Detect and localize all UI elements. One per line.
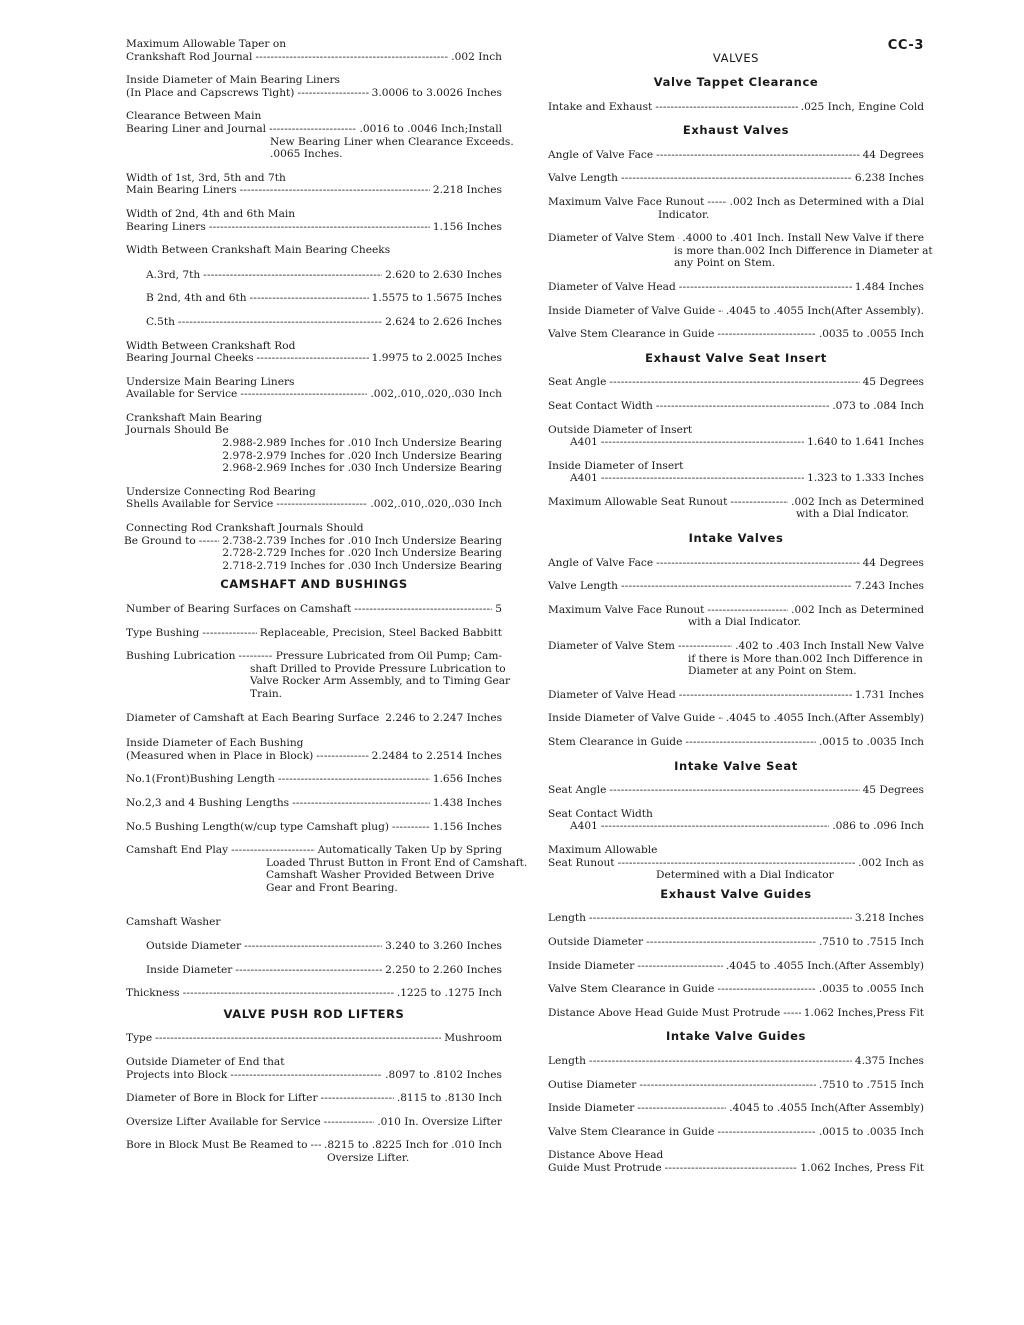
spec-value: .002 Inch as Determined <box>791 495 924 508</box>
spec-label: Type Bushing <box>126 626 200 639</box>
spec-exh-stem-clear <box>548 328 924 341</box>
spec-note: Diameter at any Point on Stem. <box>688 665 857 678</box>
spec-label: Maximum Allowable Taper on <box>126 38 287 50</box>
spec-label: Valve Stem Clearance in Guide <box>548 1125 715 1138</box>
spec-label: Seat Angle <box>548 784 607 797</box>
spec-value: 2.2484 to 2.2514 Inches <box>371 749 502 762</box>
spec-value: Mushroom <box>444 1032 502 1045</box>
spec-value: .002,.010,.020,.030 Inch <box>370 498 502 511</box>
spec-label: Inside Diameter of Each Bushing <box>126 737 304 750</box>
spec-bushing-lub <box>126 650 511 700</box>
spec-journals <box>126 412 502 475</box>
spec-value: 2.988-2.989 Inches for .010 Inch Undersize Bearing <box>222 437 502 450</box>
spec-value: 1.323 to 1.333 Inches <box>807 472 924 485</box>
spec-int-stem-clear <box>548 736 924 749</box>
section-title-exhaust-valves: Exhaust Valves <box>682 123 790 138</box>
spec-value: 2.728-2.729 Inches for .020 Inch Undersize Bearing <box>222 547 502 560</box>
spec-value: 3.218 Inches <box>854 912 924 925</box>
spec-value: .4045 to .4055 Inch.(After Assembly) <box>725 959 924 972</box>
spec-label: Valve Stem Clearance in Guide <box>548 983 715 996</box>
spec-value: 2.218 Inches <box>432 184 502 197</box>
spec-label: Inside Diameter of Valve Guide <box>548 712 716 725</box>
spec-undersize-main <box>126 376 502 401</box>
spec-value: 2.246 to 2.247 Inches <box>385 711 503 724</box>
section-title-exhaust-guides: Exhaust Valve Guides <box>660 886 812 901</box>
spec-label: No.5 Bushing Length(w/cup type Camshaft plug) <box>126 820 389 833</box>
spec-value: 1.062 Inches,Press Fit <box>803 1006 924 1019</box>
spec-value: Automatically Taken Up by Spring <box>317 844 502 857</box>
spec-value: .073 to .084 Inch <box>832 399 924 412</box>
right-column <box>548 38 933 1185</box>
spec-label: A401 <box>570 436 598 449</box>
spec-ig-clear <box>548 1126 924 1139</box>
spec-value: 1.5575 to 1.5675 Inches <box>371 292 502 305</box>
spec-label: Maximum Allowable Seat Runout <box>548 495 728 508</box>
spec-value: 6.238 Inches <box>854 172 924 185</box>
spec-insert-od <box>548 424 924 449</box>
spec-no234-length <box>126 797 502 810</box>
left-column <box>124 38 528 1176</box>
section-title-exhaust-insert: Exhaust Valve Seat Insert <box>645 350 827 365</box>
spec-value: .8115 to .8130 Inch <box>396 1092 502 1105</box>
spec-value: 45 Degrees <box>862 784 924 797</box>
spec-label: Angle of Valve Face <box>548 148 654 161</box>
spec-ig-id <box>548 1102 924 1115</box>
spec-int-seat-contact <box>548 808 924 833</box>
spec-value: .002 Inch as <box>858 856 924 869</box>
spec-label: Inside Diameter <box>548 959 635 972</box>
spec-value: 7.243 Inches <box>854 580 924 593</box>
spec-label: (In Place and Capscrews Tight) <box>126 86 295 99</box>
spec-label: C.5th <box>146 315 175 328</box>
spec-washer-od <box>126 940 502 953</box>
spec-value: .002 Inch as Determined <box>791 603 924 616</box>
spec-value: 1.9975 to 2.0025 Inches <box>371 352 502 365</box>
spec-value: .0015 to .0035 Inch <box>818 1125 924 1138</box>
spec-note: Indicator. <box>658 208 710 221</box>
spec-value: .002,.010,.020,.030 Inch <box>370 388 502 401</box>
spec-label: Stem Clearance in Guide <box>548 736 683 748</box>
spec-exh-head <box>548 281 924 294</box>
spec-label: Width of 2nd, 4th and 6th Main <box>126 207 296 220</box>
spec-label: Valve Length <box>548 172 618 185</box>
spec-label: Angle of Valve Face <box>548 556 654 569</box>
spec-undersize-rod <box>126 486 502 511</box>
spec-clearance <box>126 110 514 161</box>
spec-label: Intake and Exhaust <box>548 100 653 113</box>
spec-row <box>126 292 502 305</box>
spec-label: Width Between Crankshaft Main Bearing Cheeks <box>126 244 391 257</box>
spec-value: 1.156 Inches <box>432 820 502 833</box>
spec-label: Thickness <box>126 987 180 1000</box>
spec-seat-runout <box>548 496 924 521</box>
spec-value: 2.620 to 2.630 Inches <box>385 268 502 281</box>
spec-value: .8215 to .8225 Inch for .010 Inch <box>324 1139 502 1152</box>
spec-ig-protrude <box>548 1149 924 1174</box>
spec-label: Inside Diameter <box>146 963 233 976</box>
spec-label: Bearing Liners <box>126 220 206 233</box>
spec-intake-exhaust <box>548 101 924 114</box>
spec-value: 3.0006 to 3.0026 Inches <box>371 86 502 99</box>
spec-value: 2.624 to 2.626 Inches <box>385 315 502 328</box>
spec-rod-cheeks <box>126 340 502 365</box>
spec-label: Inside Diameter of Valve Guide <box>548 304 716 317</box>
spec-label: No.2,3 and 4 Bushing Lengths <box>126 796 290 809</box>
spec-value: 45 Degrees <box>862 376 924 389</box>
spec-eg-clear <box>548 983 924 996</box>
spec-cam-diameter <box>126 712 502 725</box>
section-title-intake-valves: Intake Valves <box>688 531 784 546</box>
spec-value: .025 Inch, Engine Cold <box>800 100 924 113</box>
spec-label: Outside Diameter of Insert <box>548 423 693 436</box>
spec-value: .4045 to .4055 Inch(After Assembly). <box>725 304 924 317</box>
spec-rod-journals <box>126 522 502 572</box>
spec-seat-angle <box>548 376 924 389</box>
spec-value: .4045 to .4055 Inch(After Assembly) <box>729 1102 924 1115</box>
camshaft-washer-title: Camshaft Washer <box>126 915 221 928</box>
spec-value: 2.968-2.969 Inches for .030 Inch Undersize Bearing <box>222 462 502 475</box>
spec-width-1357 <box>126 172 502 197</box>
spec-label: Diameter of Valve Head <box>548 688 676 701</box>
spec-eg-protrude <box>548 1007 924 1020</box>
spec-note: is more than.002 Inch Difference in Diameter at <box>674 244 933 257</box>
spec-value: .4045 to .4055 Inch.(After Assembly) <box>725 712 924 725</box>
spec-value: Replaceable, Precision, Steel Backed Babbitt <box>259 626 502 639</box>
spec-label: Bore in Block Must Be Reamed to <box>126 1139 308 1152</box>
spec-value: .1225 to .1275 Inch <box>396 987 502 1000</box>
spec-row <box>126 316 502 329</box>
spec-cheeks <box>126 244 502 328</box>
spec-label: Bearing Journal Cheeks <box>126 352 254 365</box>
spec-label: Diameter of Valve Stem <box>548 640 675 653</box>
spec-label: Maximum Valve Face Runout <box>548 195 705 208</box>
spec-int-runout <box>548 604 924 629</box>
spec-exh-guide-id <box>548 305 924 318</box>
spec-label: Inside Diameter of Insert <box>548 459 684 472</box>
spec-label: Seat Runout <box>548 856 615 869</box>
spec-value: .7510 to .7515 Inch <box>818 935 924 948</box>
spec-label: Type <box>126 1032 153 1045</box>
spec-label: B 2nd, 4th and 6th <box>146 292 247 305</box>
spec-value: .086 to .096 Inch <box>832 820 924 833</box>
spec-insert-id <box>548 460 924 485</box>
spec-label: Distance Above Head Guide Must Protrude <box>548 1006 781 1019</box>
spec-value: Pressure Lubricated from Oil Pump; Cam- <box>275 650 502 663</box>
spec-eg-od <box>548 936 924 949</box>
spec-value: 44 Degrees <box>862 148 924 161</box>
spec-label: Guide Must Protrude <box>548 1161 662 1174</box>
spec-bore-diameter <box>126 1092 502 1105</box>
spec-label: Camshaft End Play <box>126 844 229 857</box>
spec-exh-length <box>548 172 924 185</box>
section-title-intake-seat: Intake Valve Seat <box>674 758 798 773</box>
spec-no1-length <box>126 773 502 786</box>
spec-lifter-type <box>126 1032 502 1045</box>
spec-label: Number of Bearing Surfaces on Camshaft <box>126 603 352 615</box>
spec-label: Length <box>548 912 586 925</box>
spec-label: Crankshaft Rod Journal <box>126 50 253 63</box>
spec-value: .010 In. Oversize Lifter <box>377 1115 502 1128</box>
spec-label: Clearance Between Main <box>126 110 262 123</box>
page-code: CC-3 <box>887 38 924 53</box>
spec-eg-id <box>548 960 924 973</box>
spec-label: A401 <box>570 820 598 833</box>
page-title: VALVES <box>712 51 760 65</box>
spec-lifter-od <box>126 1056 502 1081</box>
spec-value: .0035 to .0055 Inch <box>818 328 924 341</box>
spec-label: A.3rd, 7th <box>146 268 201 281</box>
spec-value: 1.640 to 1.641 Inches <box>807 436 924 449</box>
spec-label: Shells Available for Service <box>126 498 274 511</box>
spec-label: Diameter of Valve Stem <box>548 232 675 245</box>
spec-int-length <box>548 580 924 593</box>
spec-label: Width Between Crankshaft Rod <box>126 339 296 352</box>
spec-label: Inside Diameter <box>548 1102 635 1115</box>
spec-value: 4.375 Inches <box>854 1054 924 1067</box>
spec-label: Crankshaft Main Bearing <box>126 411 263 424</box>
spec-note: Train. <box>250 687 283 700</box>
spec-value: 2.738-2.739 Inches for .010 Inch Undersize Bearing <box>222 534 502 547</box>
spec-int-angle <box>548 557 924 570</box>
spec-label: Seat Contact Width <box>548 807 653 820</box>
spec-value: 1.731 Inches <box>854 688 924 701</box>
spec-label: Outside Diameter <box>548 935 644 948</box>
spec-value: 44 Degrees <box>862 556 924 569</box>
spec-note: Gear and Front Bearing. <box>266 881 398 894</box>
spec-label: Undersize Connecting Rod Bearing <box>126 485 316 498</box>
spec-ig-length <box>548 1055 924 1068</box>
spec-label: Main Bearing Liners <box>126 184 237 197</box>
spec-note: with a Dial Indicator. <box>796 508 909 521</box>
spec-label: Inside Diameter of Main Bearing Liners <box>126 74 340 87</box>
spec-value: .8097 to .8102 Inches <box>385 1068 502 1081</box>
spec-value: 1.062 Inches, Press Fit <box>800 1161 924 1174</box>
spec-label: Available for Service <box>126 388 238 401</box>
spec-seat-contact <box>548 400 924 413</box>
spec-value: 5 <box>495 603 502 615</box>
spec-label: Maximum Valve Face Runout <box>548 603 705 616</box>
spec-ream <box>126 1139 502 1164</box>
spec-note: Oversize Lifter. <box>327 1152 410 1165</box>
spec-value: 3.240 to 3.260 Inches <box>385 940 502 953</box>
spec-label: Outside Diameter of End that <box>126 1056 285 1069</box>
page-header <box>548 38 924 66</box>
spec-main-liner-id <box>126 74 502 99</box>
spec-value: 1.438 Inches <box>432 796 502 809</box>
spec-note: Valve Rocker Arm Assembly, and to Timing Gear <box>250 675 511 688</box>
spec-value: .7510 to .7515 Inch <box>818 1078 924 1091</box>
spec-eg-length <box>548 912 924 925</box>
spec-label: Diameter of Camshaft at Each Bearing Surface <box>126 711 380 724</box>
spec-note: Determined with a Dial Indicator <box>656 869 834 882</box>
spec-oversize-lifter <box>126 1116 502 1129</box>
spec-label: Seat Angle <box>548 376 607 389</box>
spec-value: .402 to .403 Inch Install New Valve <box>735 640 924 653</box>
spec-value: .002 Inch <box>451 50 502 63</box>
spec-label: Width of 1st, 3rd, 5th and 7th <box>126 171 286 184</box>
spec-label: Oversize Lifter Available for Service <box>126 1115 321 1128</box>
spec-label: Outise Diameter <box>548 1078 637 1091</box>
spec-label: Diameter of Valve Head <box>548 280 676 293</box>
spec-note: with a Dial Indicator. <box>688 616 801 629</box>
spec-note: Loaded Thrust Button in Front End of Camshaft. <box>266 856 528 869</box>
spec-note: .0065 Inches. <box>270 148 343 161</box>
spec-end-play <box>126 844 528 894</box>
spec-ig-od <box>548 1079 924 1092</box>
spec-label: Bushing Lubrication <box>126 650 236 663</box>
spec-exh-angle <box>548 149 924 162</box>
spec-label: No.1(Front)Bushing Length <box>126 773 275 786</box>
spec-note: Camshaft Washer Provided Between Drive <box>266 869 495 882</box>
spec-type-bushing <box>126 627 502 640</box>
spec-row <box>126 269 502 282</box>
spec-num-surfaces <box>126 603 502 616</box>
spec-no5-length <box>126 821 502 834</box>
section-title-lifters: VALVE PUSH ROD LIFTERS <box>223 1006 405 1021</box>
spec-label: Seat Contact Width <box>548 399 653 412</box>
spec-label: Maximum Allowable <box>548 843 658 856</box>
spec-label: Outside Diameter <box>146 940 242 953</box>
spec-int-seat-angle <box>548 784 924 797</box>
spec-value: .0035 to .0055 Inch <box>818 983 924 996</box>
spec-width-246 <box>126 208 502 233</box>
spec-label: Distance Above Head <box>548 1149 664 1162</box>
spec-note: shaft Drilled to Provide Pressure Lubrication to <box>250 662 506 675</box>
spec-label: Connecting Rod Crankshaft Journals Should <box>126 522 364 535</box>
spec-label: Diameter of Bore in Block for Lifter <box>126 1092 318 1105</box>
spec-int-guide-id <box>548 712 924 725</box>
spec-value: 2.718-2.719 Inches for .030 Inch Undersize Bearing <box>222 559 502 572</box>
spec-exh-runout <box>548 196 924 221</box>
spec-value: .002 Inch as Determined with a Dial <box>729 195 924 208</box>
spec-note: if there is More than.002 Inch Difference in <box>688 652 923 665</box>
spec-bushing-id <box>126 737 502 762</box>
spec-int-seat-runout <box>548 844 924 882</box>
spec-value: 2.978-2.979 Inches for .020 Inch Undersize Bearing <box>222 449 502 462</box>
spec-value: .0016 to .0046 Inch;Install <box>359 122 502 135</box>
spec-value: .4000 to .401 Inch. Install New Valve if there <box>682 232 924 245</box>
section-title-tappet: Valve Tappet Clearance <box>653 75 819 89</box>
section-title-intake-guides: Intake Valve Guides <box>666 1029 806 1044</box>
spec-label: Length <box>548 1054 586 1067</box>
spec-exh-stem <box>548 232 933 270</box>
spec-value: 2.250 to 2.260 Inches <box>385 963 502 976</box>
spec-label: (Measured when in Place in Block) <box>126 749 314 762</box>
spec-label: Journals Should Be <box>126 424 229 437</box>
spec-value: 1.156 Inches <box>432 220 502 233</box>
spec-note: New Bearing Liner when Clearance Exceeds. <box>270 135 514 148</box>
spec-label: Valve Stem Clearance in Guide <box>548 328 715 341</box>
spec-thickness <box>126 987 502 1000</box>
spec-note: any Point on Stem. <box>674 257 776 270</box>
spec-value: 1.484 Inches <box>854 280 924 293</box>
spec-label: Be Ground to <box>124 534 196 547</box>
spec-int-stem <box>548 640 924 678</box>
spec-label: A401 <box>570 472 598 485</box>
spec-label: Valve Length <box>548 580 618 593</box>
spec-label: Bearing Liner and Journal <box>126 122 267 135</box>
section-title-camshaft: CAMSHAFT AND BUSHINGS <box>220 577 408 592</box>
spec-taper <box>126 38 502 63</box>
spec-label: Undersize Main Bearing Liners <box>126 375 295 388</box>
spec-washer-id <box>126 964 502 977</box>
spec-int-head <box>548 689 924 702</box>
spec-value: 1.656 Inches <box>432 773 502 786</box>
spec-value: .0015 to .0035 Inch <box>818 736 924 748</box>
spec-label: Projects into Block <box>126 1068 228 1081</box>
